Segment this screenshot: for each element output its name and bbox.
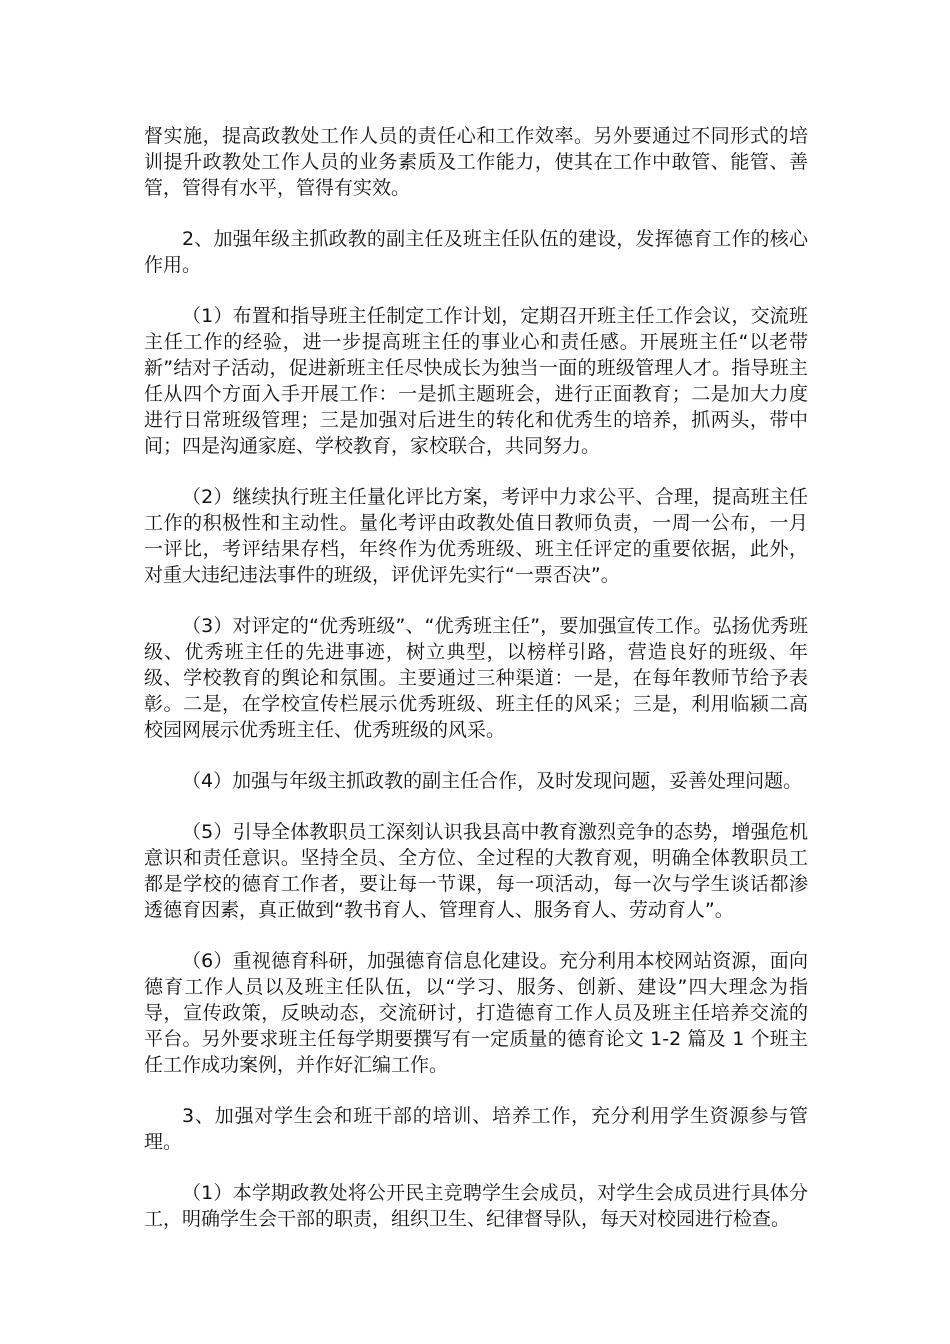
paragraph-3: （1）布置和指导班主任制定工作计划，定期召开班主任工作会议，交流班主任工作的经验，进一步提高班主任的事业心和责任感。开展班主任“以老带新”结对子活动，促进新班主任尽快成长为独当一面的班级管理人才。指导班主任从四个方面入手开展工作：一是抓主题班会，进行正面教育；二是加大力度进行日常班级管理；三是加强对后进生的转化和优秀生的培养，抓两头，带中间；四是沟通家庭、学校教育，家校联合，共同努力。 [144, 305, 808, 457]
document-body [144, 123, 808, 1257]
paragraph-6: （4）加强与年级主抓政教的副主任合作，及时发现问题，妥善处理问题。 [182, 770, 803, 792]
paragraph-2: 2、加强年级主抓政教的副主任及班主任队伍的建设，发挥德育工作的核心作用。 [144, 228, 808, 276]
paragraph-10: （1）本学期政教处将公开民主竞聘学生会成员，对学生会成员进行具体分工，明确学生会干部的职责，组织卫生、纪律督导队，每天对校园进行检查。 [144, 1182, 808, 1230]
paragraph-5: （3）对评定的“优秀班级”、“优秀班主任”，要加强宣传工作。弘扬优秀班级、优秀班主任的先进事迹，树立典型，以榜样引路，营造良好的班级、年级、学校教育的舆论和氛围。主要通过三种渠道：一是，在每年教师节给予表彰。二是，在学校宣传栏展示优秀班级、班主任的风采；三是，利用临颍二高校园网展示优秀班主任、优秀班级的风采。 [144, 615, 808, 741]
paragraph-1: 督实施，提高政教处工作人员的责任心和工作效率。另外要通过不同形式的培训提升政教处工作人员的业务素质及工作能力，使其在工作中敢管、能管、善管，管得有水平，管得有实效。 [144, 125, 808, 199]
paragraph-4: （2）继续执行班主任量化评比方案，考评中力求公平、合理，提高班主任工作的积极性和主动性。量化考评由政教处值日教师负责，一周一公布，一月一评比，考评结果存档，年终作为优秀班级、班主任评定的重要依据，此外，对重大违纪违法事件的班级，评优评先实行“一票否决”。 [144, 486, 808, 586]
paragraph-9: 3、加强对学生会和班干部的培训、培养工作，充分利用学生资源参与管理。 [144, 1105, 808, 1153]
paragraph-7: （5）引导全体教职员工深刻认识我县高中教育激烈竞争的态势，增强危机意识和责任意识。坚持全员、全方位、全过程的大教育观，明确全体教职员工都是学校的德育工作者，要让每一节课，每一项活动，每一次与学生谈话都渗透德育因素，真正做到“教书育人、管理育人、服务育人、劳动育人”。 [144, 821, 808, 921]
paragraph-8: （6）重视德育科研，加强德育信息化建设。充分利用本校网站资源，面向德育工作人员以及班主任队伍，以“学习、服务、创新、建设”四大理念为指导，宣传政策，反映动态，交流研讨，打造德育工作人员及班主任培养交流的平台。另外要求班主任每学期要撰写有一定质量的德育论文 1-2 篇及 1 个班主任工作成功案例，并作好汇编工作。 [144, 950, 808, 1076]
